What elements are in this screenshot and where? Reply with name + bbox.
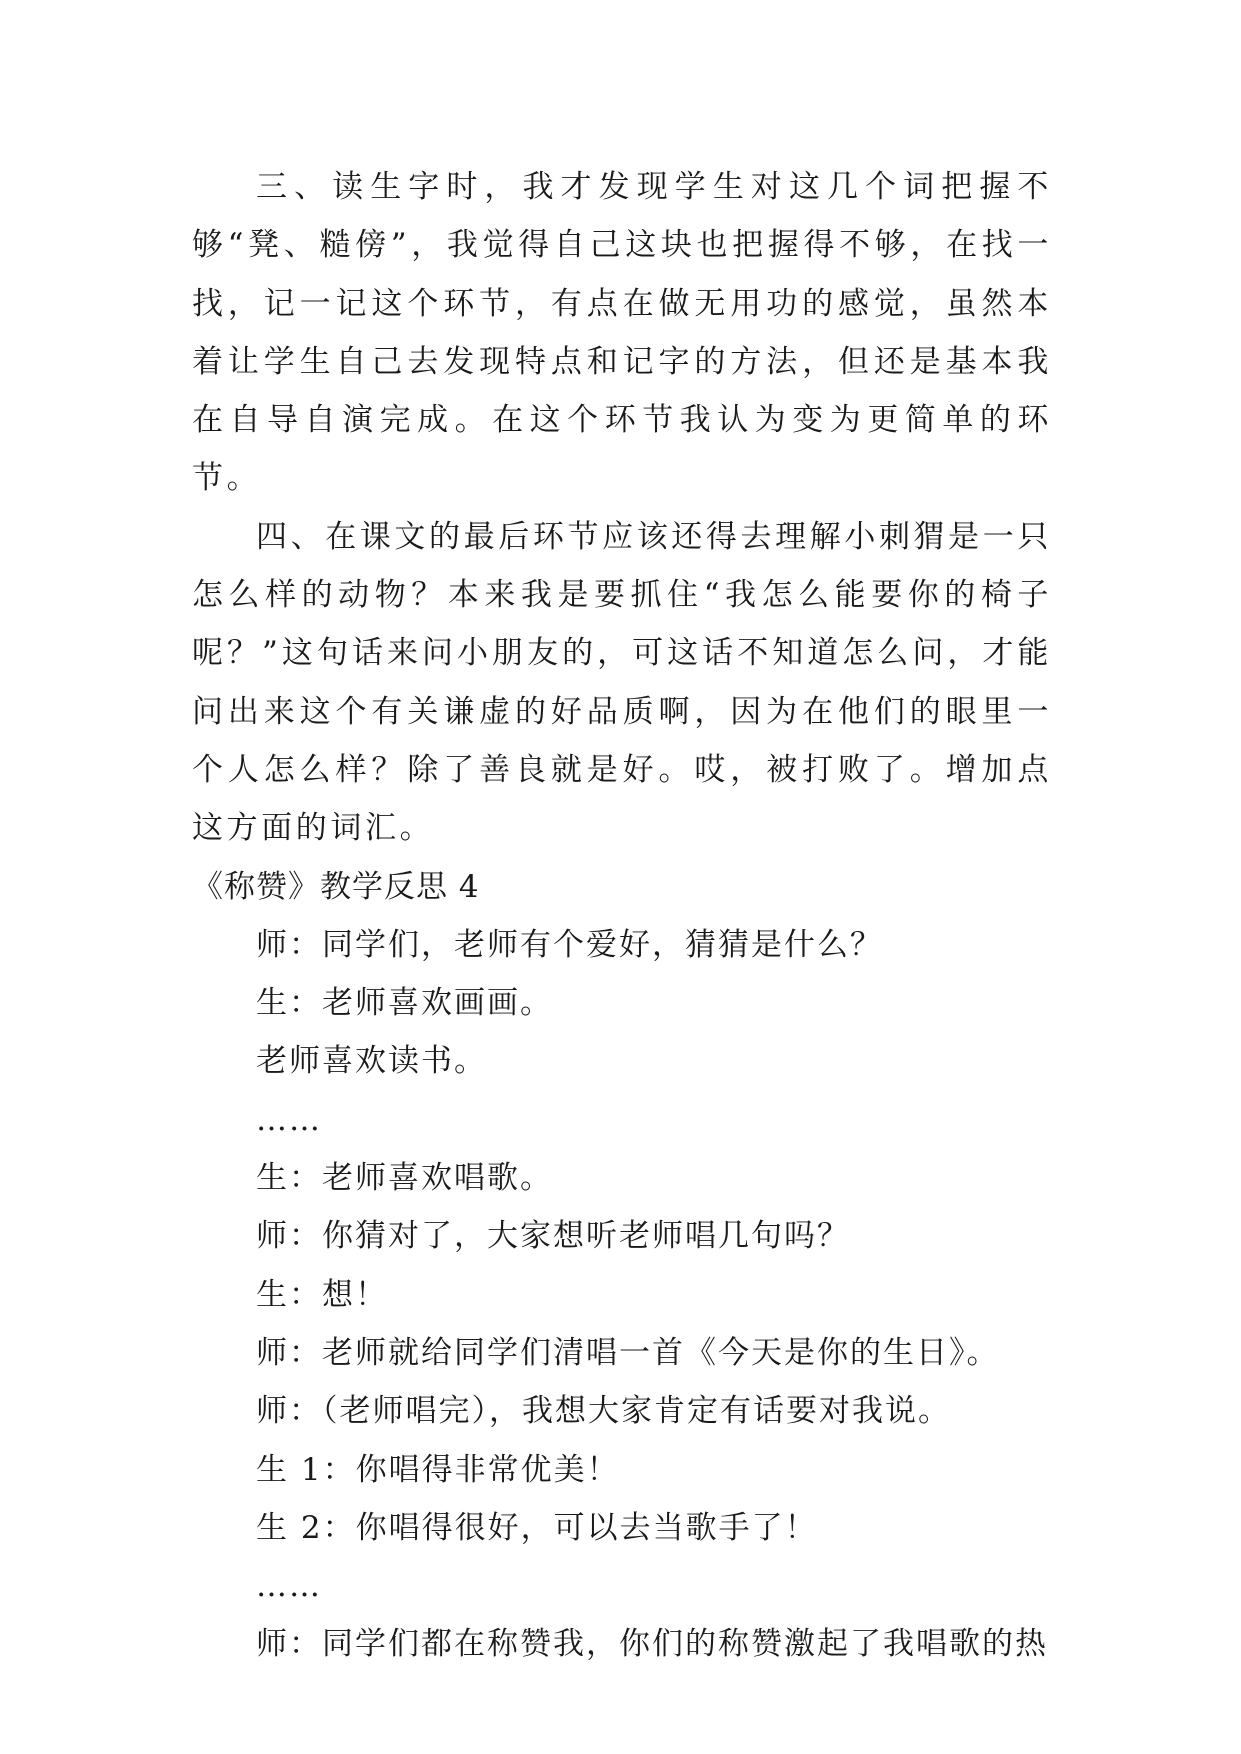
dialogue-ellipsis: …… (256, 1568, 322, 1605)
dialogue-line: 老师喜欢读书。 (256, 1043, 487, 1080)
dialogue-ellipsis: …… (256, 1101, 322, 1138)
paragraph-four: 四、在课文的最后环节应该还得去理解小刺猬是一只怎么样的动物？本来我是要抓住“我怎么能要你的椅子呢？”这句话来问小朋友的，可这话不知道怎么问，才能问出来这个有关谦虚的好品质啊，因为在他们的眼里一个人怎么样？除了善良就是好。哎，被打败了。增加点这方面的词汇。 (192, 518, 1052, 847)
dialogue-line: 师：同学们，老师有个爱好，猜猜是什么？ (256, 926, 883, 963)
dialogue-line: 师：同学们都在称赞我，你们的称赞激起了我唱歌的热 (256, 1626, 1048, 1663)
dialogue-line: 师：（老师唱完），我想大家肯定有话要对我说。 (256, 1393, 951, 1430)
section-title: 《称赞》教学反思 4 (192, 868, 480, 905)
dialogue-line: 生：老师喜欢画画。 (256, 985, 553, 1022)
paragraph-three: 三、读生字时，我才发现学生对这几个词把握不够“凳、糙傍”，我觉得自己这块也把握得不够，在找一找，记一记这个环节，有点在做无用功的感觉，虽然本着让学生自己去发现特点和记字的方法，但还是基本我在自导自演完成。在这个环节我认为变为更简单的环节。 (192, 169, 1052, 497)
dialogue-line: 生：想！ (256, 1276, 388, 1313)
dialogue-line: 生 2：你唱得很好，可以去当歌手了！ (256, 1509, 818, 1546)
dialogue-line: 师：老师就给同学们清唱一首《今天是你的生日》。 (256, 1334, 1000, 1371)
dialogue-line: 师：你猜对了，大家想听老师唱几句吗？ (256, 1218, 850, 1255)
dialogue-line: 生：老师喜欢唱歌。 (256, 1160, 553, 1197)
dialogue-line: 生 1：你唱得非常优美！ (256, 1451, 620, 1488)
page-content (192, 158, 1052, 1674)
